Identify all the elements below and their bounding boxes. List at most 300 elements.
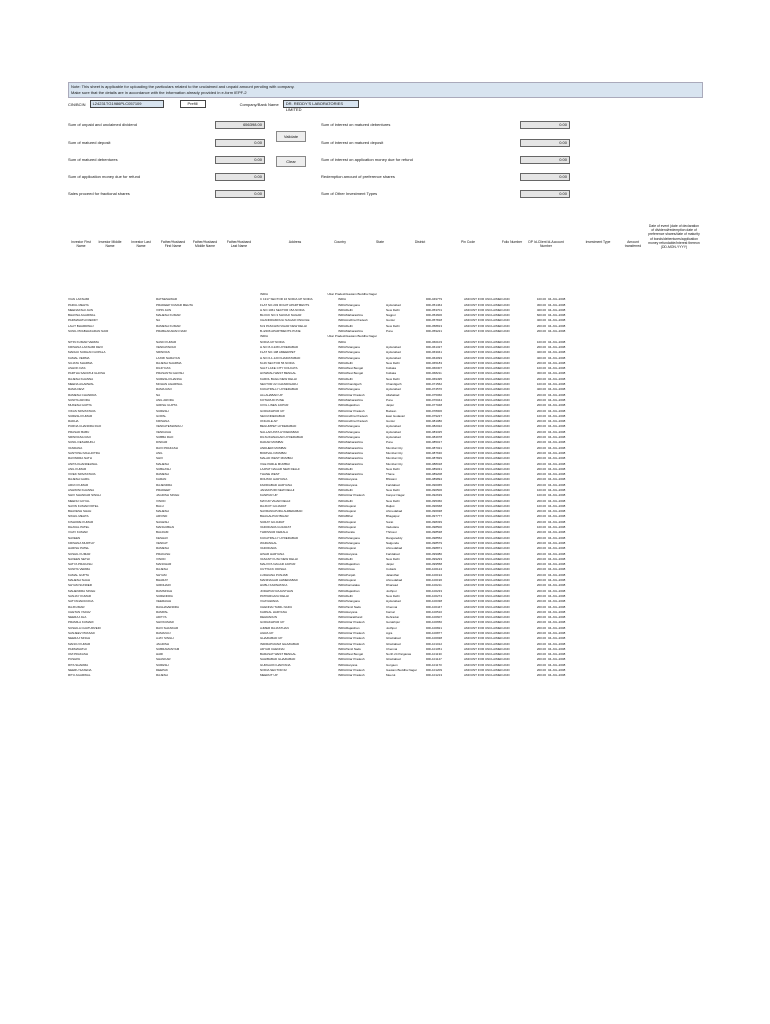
table-cell: 04-JUL-2008 [548, 302, 566, 307]
table-cell: New Delhi [386, 360, 400, 365]
table-cell: 04-JUL-2008 [548, 593, 566, 598]
table-cell: RATNESHWAR [156, 297, 177, 302]
table-cell: 200.00 [536, 588, 546, 593]
table-cell: 04-JUL-2008 [548, 583, 566, 588]
table-cell: 04-JUL-2008 [548, 435, 566, 440]
sum-redemption-value: 0.00 [520, 173, 570, 181]
table-cell: SUJATA SHARMA [68, 360, 93, 365]
cin-input[interactable]: L24231TG1986PLC057109 [90, 100, 164, 108]
table-cell: AMOUNT FOR UNCLAIMED AND [464, 382, 510, 387]
table-cell: INDIA [337, 662, 346, 667]
table-cell: GORAKHPUR UP [260, 620, 285, 625]
table-cell: NA [156, 318, 161, 323]
table-cell: 04-JUL-2008 [548, 599, 566, 604]
table-cell: Jaipur [386, 562, 395, 567]
table-cell: SHYAM SUNDER [68, 583, 92, 588]
table-cell: Andhra Pradesh [346, 413, 368, 418]
table-cell: INDIA [337, 355, 346, 360]
table-cell: RAJKOT GUJARAT [260, 503, 287, 508]
table-cell: DRL098552 [426, 535, 443, 540]
table-cell: AMOUNT FOR UNCLAIMED AND [464, 297, 510, 302]
table-cell: VINOD [156, 498, 166, 503]
table-cell: MAYUR VIHAR DELHI [260, 498, 291, 503]
table-cell: Maharashtra [346, 461, 363, 466]
table-cell: INDIA [337, 318, 346, 323]
table-cell: DILSUKHNAGAR HYDERABAD [260, 435, 304, 440]
table-cell: Uttar Pradesh [346, 493, 365, 498]
table-cell: INDIA [337, 551, 346, 556]
table-cell: DRL100938 [426, 636, 443, 641]
table-cell: SURAT GUJARAT [260, 519, 285, 524]
table-cell: Pune [386, 329, 394, 334]
table-cell: 100.00 [536, 525, 546, 530]
table-cell: Gorakhpur [386, 620, 401, 625]
table-cell: AMOUNT FOR UNCLAIMED AND [464, 466, 510, 471]
table-cell: DRL100196 [426, 578, 443, 583]
table-cell: KUKATPALLY HYDERABAD [260, 535, 299, 540]
table-cell: ASHOK DAS [68, 366, 86, 371]
table-cell: INDIA [337, 631, 346, 635]
table-cell: AMOUNT FOR UNCLAIMED AND [464, 662, 510, 667]
table-cell: INDIA [337, 636, 346, 641]
sum-interest-application-label: Sum of interest on application money due for refund [321, 157, 413, 162]
table-cell: DRL100877 [426, 631, 443, 635]
table-cell: NEERU SAXENA [68, 668, 92, 673]
table-cell: Tamil Nadu [346, 604, 362, 609]
table-cell: 04-JUL-2008 [548, 673, 566, 678]
sum-redemption-label: Redemption amount of preference shares [321, 174, 395, 179]
table-cell: VADODARA GUJARAT [260, 525, 292, 530]
table-cell: PUSHPA [68, 657, 81, 662]
table-cell: 200.00 [536, 456, 546, 461]
table-cell: Delhi [346, 307, 353, 312]
table-cell: AMOUNT FOR UNCLAIMED AND [464, 540, 510, 545]
table-cell: DRL098339 [426, 519, 443, 524]
table-cell: AMOUNT FOR UNCLAIMED AND [464, 318, 510, 323]
prefill-button[interactable]: Prefill [180, 100, 206, 108]
table-cell: INDIA [337, 588, 346, 593]
table-cell: Uttar Pradesh [327, 334, 346, 339]
table-cell: DRL075060 [426, 392, 443, 397]
table-cell: SUNITA VERMA [68, 567, 91, 572]
table-cell: DRL101170 [426, 662, 442, 667]
table-cell: Telangana [346, 302, 360, 307]
table-cell: MEERUT UP [260, 673, 278, 678]
table-cell: Meerut [386, 673, 396, 678]
table-cell: Mumbai City [386, 445, 403, 450]
table-cell: 04-JUL-2008 [548, 625, 566, 630]
table-cell: DRL096938 [426, 509, 443, 514]
table-cell: DRL057818 [426, 318, 443, 323]
table-cell: DRL101147 [426, 657, 442, 662]
table-cell: Bhiwani [386, 477, 397, 482]
table-cell: 04-JUL-2008 [548, 339, 566, 344]
table-cell: DRL100211 [426, 583, 442, 588]
table-cell: 200.00 [536, 461, 546, 466]
table-cell: DRL069495 [426, 376, 443, 381]
table-cell: 200.00 [536, 435, 546, 440]
table-cell: DRL089031 [426, 466, 443, 471]
table-cell: SUBRAMANYAM [156, 646, 180, 651]
table-cell: 200.00 [536, 498, 546, 503]
table-cell: VEERAIAH [156, 599, 172, 604]
table-cell: SUBBA RAO [156, 435, 174, 440]
table-cell: BHARAT [156, 578, 168, 583]
table-cell: Hyderabad [386, 344, 401, 349]
table-cell: VADODARA [260, 546, 277, 551]
table-cell: DRL079227 [426, 413, 443, 418]
table-cell: 200.00 [536, 657, 546, 662]
table-cell: MAHESH SHAH [68, 578, 91, 583]
table-cell: DRL087829 [426, 456, 443, 461]
table-cell: New Delhi [386, 307, 400, 312]
table-cell: AMOUNT FOR UNCLAIMED AND [464, 514, 510, 519]
table-cell: MALAD WEST MUMBAI [260, 456, 293, 461]
table-cell: Kerala [346, 530, 355, 535]
table-cell: Faridabad [386, 482, 400, 487]
table-cell: AMOUNT FOR UNCLAIMED AND [464, 609, 510, 614]
table-cell: VENKAT [156, 540, 168, 545]
table-cell: Gautam Buddha Nagar [346, 334, 377, 339]
table-cell: Telangana [346, 535, 360, 540]
table-cell: 200.00 [536, 652, 546, 657]
table-cell: RAMESH CHANDRA [68, 392, 97, 397]
sum-matured-debentures-label: Sum of matured debentures [68, 157, 118, 162]
table-cell: RITA SHARMA [68, 662, 89, 667]
table-cell: AMOUNT FOR UNCLAIMED AND [464, 339, 510, 344]
table-cell: BHAVESH SHAH [68, 509, 92, 514]
table-cell: INDIA [337, 445, 346, 450]
note-line-2: Make sure that the details are in accordance with the information already provided in e-form IEPF-2 [71, 90, 247, 95]
table-cell: VILE PARLE MUMBAI [260, 461, 290, 466]
table-cell: INDIA [337, 419, 346, 424]
table-cell: INDIA [337, 387, 346, 392]
table-cell: DRL087021 [426, 445, 443, 450]
validate-button[interactable]: Validate [276, 131, 306, 142]
table-cell: East Godavari [386, 413, 406, 418]
table-cell: Telangana [346, 355, 360, 360]
table-cell: RAJESH SHARMA [156, 360, 182, 365]
table-cell: SURESH [156, 662, 169, 667]
table-cell: Delhi [346, 360, 353, 365]
table-cell: 400.00 [536, 307, 546, 312]
table-cell: CHANDRAMOULI NAGAR ONGOLE [260, 318, 310, 323]
table-cell: INDIA [337, 668, 346, 673]
table-cell: VENKAIAH [156, 429, 172, 434]
table-cell: INDIA [337, 466, 346, 471]
table-cell: 04-JUL-2008 [548, 662, 566, 667]
table-cell: BALU [156, 503, 164, 508]
sum-fractional-shares-value: 0.00 [215, 190, 265, 198]
form-sheet [68, 82, 703, 112]
table-cell: 04-JUL-2008 [548, 631, 566, 635]
table-cell: AMOUNT FOR UNCLAIMED AND [464, 519, 510, 524]
table-cell: AMOUNT FOR UNCLAIMED AND [464, 593, 510, 598]
table-cell: Surat [386, 519, 394, 524]
table-cell: SUSHIL KUMAR [68, 551, 91, 556]
table-cell: Telangana [346, 599, 360, 604]
table-cell: Ghaziabad [386, 636, 401, 641]
table-cell: Jodhpur [386, 625, 397, 630]
table-cell: KOTHRUD PUNE [260, 397, 285, 402]
table-cell: DRL087630 [426, 450, 443, 455]
table-cell: West Bengal [346, 371, 363, 376]
table-cell: DRL058813 [426, 323, 443, 328]
table-cell: AMOUNT FOR UNCLAIMED AND [464, 631, 510, 635]
table-cell: AMOUNT FOR UNCLAIMED AND [464, 387, 510, 392]
table-cell: AMOUNT FOR UNCLAIMED AND [464, 652, 510, 657]
table-cell: 100.00 [536, 366, 546, 371]
table-cell: LUDHIANA PUNJAB [260, 572, 288, 577]
table-cell: Gujarat [346, 519, 356, 524]
table-cell: Uttar Pradesh [346, 636, 365, 641]
sum-other-investment-label: Sum of Other Investment Types [321, 191, 378, 196]
table-cell: AJMER RAJASTHAN [260, 625, 289, 630]
table-cell: DRL049779 [426, 297, 443, 302]
table-cell: VIJAYAWADA [260, 599, 279, 604]
table-cell: 04-JUL-2008 [548, 456, 566, 461]
table-cell: SATYANARAYANA [68, 599, 94, 604]
company-input[interactable]: DR. REDDY'S LABORATORIES LIMITED [283, 100, 359, 108]
table-cell: 04-JUL-2008 [548, 572, 566, 577]
table-cell: INDIA [337, 477, 346, 482]
table-cell: SECTOR 22 CHANDIGARH [260, 382, 298, 387]
table-cell: DRL100821 [426, 625, 443, 630]
table-cell: INDIA [337, 583, 346, 588]
table-cell: Nalgonda [386, 540, 399, 545]
table-cell: M-26 SECTOR 56 NOIDA [260, 360, 295, 365]
table-cell: Allahabad [386, 392, 400, 397]
table-cell: PARTHA SARATHI GHOSH [68, 371, 106, 376]
table-cell: DRL088018 [426, 461, 443, 466]
table-cell: DRL098500 [426, 525, 443, 530]
table-cell: INDIA [337, 503, 346, 508]
table-cell: GORAKHPUR UP [260, 408, 285, 413]
table-cell: 04-JUL-2008 [548, 482, 566, 487]
table-cell: New Delhi [386, 487, 400, 492]
table-cell: Delhi [346, 376, 353, 381]
table-cell: Mumbai City [386, 461, 403, 466]
table-cell: RAJESH [156, 673, 168, 678]
table-cell: INDIA [337, 487, 346, 492]
table-cell: 200.00 [536, 593, 546, 598]
table-cell: 200.00 [536, 530, 546, 535]
table-cell: NAVIN KUMAR PATEL [68, 503, 99, 508]
table-cell: 400.00 [536, 355, 546, 360]
table-cell: Uttar Pradesh [346, 668, 365, 673]
table-cell: 04-JUL-2008 [548, 514, 566, 519]
table-cell: KRISHNA LAKSHMI DEVI [68, 344, 104, 349]
table-cell: 04-JUL-2008 [548, 641, 566, 646]
table-cell: INDIA [337, 344, 346, 349]
table-cell: 200.00 [536, 424, 546, 429]
table-cell: CHENNAI TAMIL NADU [260, 604, 293, 609]
table-cell: INDIA [337, 366, 346, 371]
table-cell: PRADEEP KUMAR MEHTA [156, 302, 194, 307]
table-cell: 200.00 [536, 631, 546, 635]
table-cell: Uttar Pradesh [327, 292, 346, 296]
sum-interest-debentures-value: 0.00 [520, 121, 570, 129]
table-cell: 200.00 [536, 445, 546, 450]
table-cell: AMOUNT FOR UNCLAIMED AND [464, 615, 510, 620]
table-cell: GURGAON HARYANA [260, 662, 291, 667]
table-cell: AMOUNT FOR UNCLAIMED AND [464, 429, 510, 434]
table-cell: 200.00 [536, 466, 546, 471]
table-cell: VASANT KUNJ NEW DELHI [260, 556, 298, 561]
table-cell: LALIT BHARDWAJ [68, 323, 94, 328]
header-father-last: Father/Husband Last Name [226, 240, 252, 249]
table-cell: 04-JUL-2008 [548, 567, 566, 572]
table-cell: Chennai [386, 646, 398, 651]
table-cell: DRL101012 [426, 641, 443, 646]
table-cell: Jodhpur [386, 588, 397, 593]
table-cell: INDIA [337, 620, 346, 625]
table-cell: RAVI PRAKASH [156, 445, 178, 450]
table-cell: DRL100650 [426, 620, 443, 625]
table-cell: Telangana [346, 344, 360, 349]
table-cell: Gautam Buddha Nagar [346, 292, 377, 296]
table-cell: 04-JUL-2008 [548, 604, 566, 609]
table-cell: NAVEEN SETHI [68, 556, 90, 561]
table-cell: AMOUNT FOR UNCLAIMED AND [464, 668, 510, 673]
table-cell: INDIA [337, 604, 346, 609]
table-cell: DRL096668 [426, 503, 443, 508]
table-cell: 200.00 [536, 419, 546, 424]
table-cell: Nagpur [386, 313, 396, 318]
table-cell: RAMANUJ [156, 631, 171, 635]
table-cell: SUSHILA CHATURVEDI [68, 625, 101, 630]
table-cell: DRL099293 [426, 556, 443, 561]
sum-interest-deposit-value: 0.00 [520, 139, 570, 147]
table-cell: INDIA [337, 540, 346, 545]
table-cell: GIRISH GUPTA [156, 403, 178, 408]
table-cell: West Bengal [346, 366, 363, 371]
table-cell: Haryana [346, 662, 358, 667]
table-cell: M-9 PASCHIM VIHAR NEW DELHI [260, 323, 307, 328]
table-cell: ARUN KUMAR [68, 482, 89, 487]
table-cell: 200.00 [536, 440, 546, 445]
table-cell: DHAVAL PATEL [68, 525, 90, 530]
table-cell: PADMAVATHI REDDY [68, 318, 98, 323]
table-cell: Karnataka [346, 583, 360, 588]
table-cell: Tamil Nadu [346, 646, 362, 651]
table-cell: SANJAY KUMAR [68, 593, 92, 598]
table-cell: KARAN [156, 477, 167, 482]
table-cell: DRL089208 [426, 472, 443, 477]
table-cell: HISAR HARYANA [260, 551, 285, 556]
table-cell: 04-JUL-2008 [548, 355, 566, 360]
table-cell: 100.00 [536, 339, 546, 344]
table-cell: MANOHAR [156, 562, 172, 567]
table-cell: PURNA CHANDRA RAO [68, 424, 102, 429]
clear-button[interactable]: Clear [276, 156, 306, 167]
table-cell: DADAR MUMBAI [260, 440, 284, 445]
table-cell: DRL077048 [426, 403, 443, 408]
table-cell: Telangana [346, 540, 360, 545]
table-cell: AMOUNT FOR UNCLAIMED AND [464, 371, 510, 376]
table-cell: DRL100338 [426, 599, 443, 604]
table-cell: 04-JUL-2008 [548, 376, 566, 381]
table-cell: DILIP DAS [156, 366, 171, 371]
table-cell: Uttar Pradesh [346, 392, 365, 397]
note-banner [68, 82, 703, 98]
table-cell: 04-JUL-2008 [548, 503, 566, 508]
table-cell: 04-JUL-2008 [548, 307, 566, 312]
table-cell: PRADEEP [156, 487, 171, 492]
table-cell: BHAGALPUR BIHAR [260, 514, 289, 519]
sum-matured-debentures-value: 0.00 [215, 156, 265, 164]
table-cell: KARNAL HARYANA [260, 609, 287, 614]
table-cell: INDIA [337, 472, 346, 477]
table-cell: AMOUNT FOR UNCLAIMED AND [464, 472, 510, 477]
table-cell: 200.00 [536, 609, 546, 614]
table-cell: INDIA [337, 339, 346, 344]
table-cell: 200.00 [536, 583, 546, 588]
table-cell: New Delhi [386, 466, 400, 471]
table-cell: Telangana [346, 435, 360, 440]
table-cell: 04-JUL-2008 [548, 392, 566, 397]
table-cell: 04-JUL-2008 [548, 440, 566, 445]
table-cell: AMOUNT FOR UNCLAIMED AND [464, 445, 510, 450]
table-cell: Maharashtra [346, 397, 363, 402]
table-cell: Haryana [346, 609, 358, 614]
table-cell: RAMA DEVI [68, 387, 85, 392]
table-cell: INDIA [337, 673, 346, 678]
investor-table [68, 292, 588, 679]
table-cell: RAMESH KUMAR [156, 323, 181, 328]
table-cell: ONGOLE AP [260, 419, 278, 424]
sum-interest-debentures-label: Sum of interest on matured debentures [321, 122, 391, 127]
table-cell: 04-JUL-2008 [548, 588, 566, 593]
table-cell: PARUL MEHTA [68, 302, 89, 307]
table-cell: DRL100124 [426, 567, 443, 572]
table-cell: AMOUNT FOR UNCLAIMED AND [464, 572, 510, 577]
table-cell: SAHIBABAD GHAZIABAD [260, 657, 296, 662]
table-cell: INDIA [337, 323, 346, 328]
table-cell: INDIA [337, 408, 346, 413]
company-id-row [68, 100, 703, 112]
table-cell: Hyderabad [386, 350, 401, 355]
table-cell: DRL053701 [426, 307, 443, 312]
table-row [68, 673, 588, 678]
table-cell: DRL081080 [426, 419, 443, 424]
table-cell: ANIL KUMAR [68, 466, 87, 471]
table-cell: AMOUNT FOR UNCLAIMED AND [464, 567, 510, 572]
table-cell: PRASANTA GHOSH [156, 371, 184, 376]
table-cell: New Delhi [386, 498, 400, 503]
cin-label: CIN/BCIN [68, 101, 86, 107]
table-cell: FARIDABAD HARYANA [260, 482, 293, 487]
table-cell: INDIA [260, 292, 269, 296]
table-cell: ARVIND [156, 514, 168, 519]
table-cell: CHETAN YADAV [68, 609, 91, 614]
table-cell: 200.00 [536, 450, 546, 455]
table-cell: MALVIYA NAGAR JAIPUR [260, 562, 296, 567]
table-cell: 04-JUL-2008 [548, 472, 566, 477]
table-cell: Andhra Pradesh [346, 419, 368, 424]
table-cell: MUKESH GUPTA [68, 403, 92, 408]
table-cell: 04-JUL-2008 [548, 609, 566, 614]
table-cell: VIVEK SRIVASTAVA [68, 472, 96, 477]
table-cell: Maharashtra [346, 456, 363, 461]
table-cell: RAJESH [156, 567, 168, 572]
table-cell: INDIA [337, 646, 346, 651]
table-cell: NITIN KUMAR VERMA [68, 339, 100, 344]
table-cell: DRL100607 [426, 615, 443, 620]
table-cell: 200.00 [536, 403, 546, 408]
table-cell: Ghaziabad [386, 641, 401, 646]
table-cell: H.NO.6-1-120 KHAIRATABAD [260, 355, 301, 360]
